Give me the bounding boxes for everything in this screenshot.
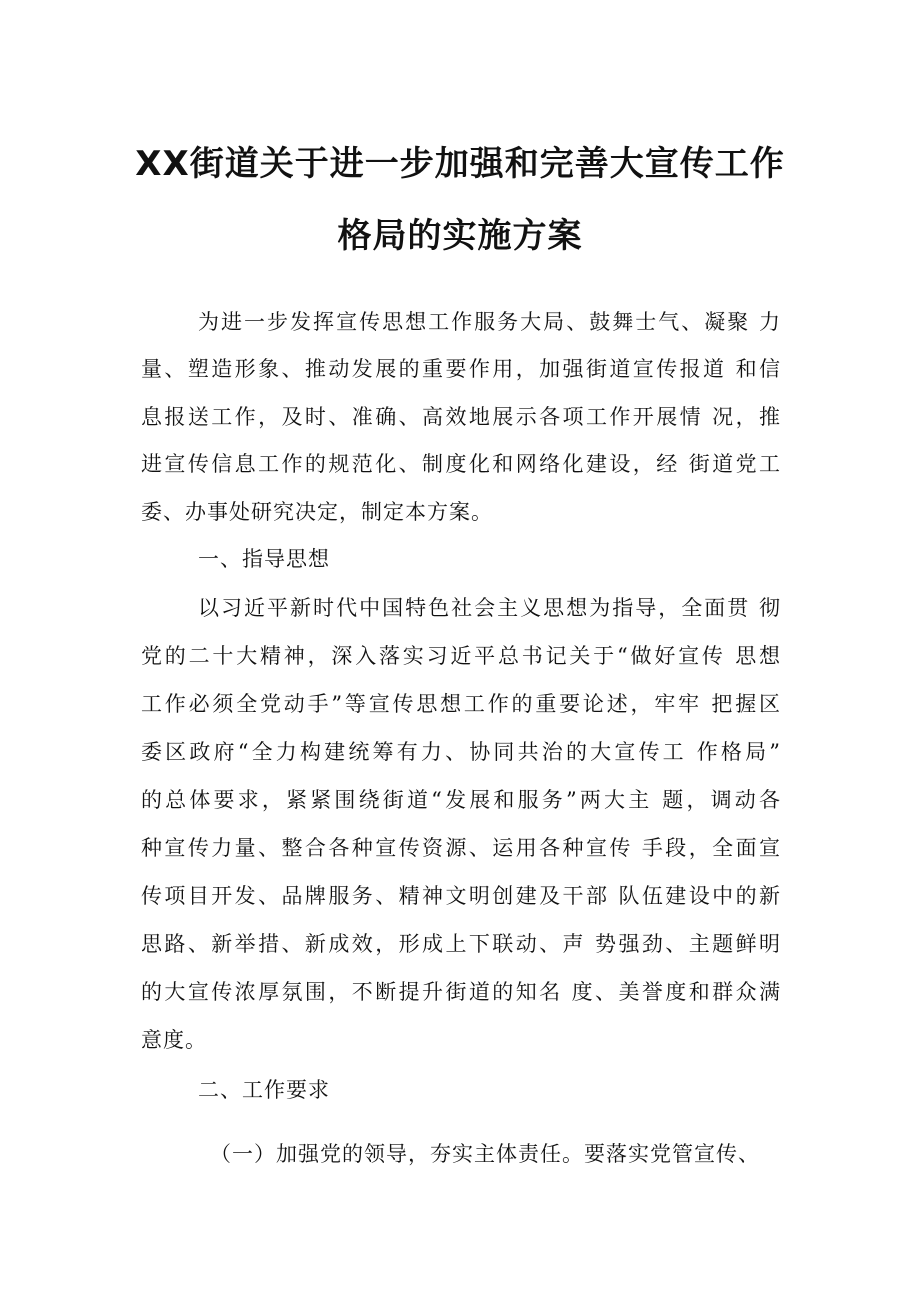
section1-line: 委区政府“全力构建统筹有力、协同共治的大宣传工 作格局” xyxy=(141,740,781,764)
section-heading: 二、工作要求 xyxy=(198,1078,330,1102)
intro-line: 为进一步发挥宣传思想工作服务大局、鼓舞士气、凝聚 力 xyxy=(198,310,781,334)
section2-item: （一）加强党的领导，夯实主体责任。要落实党管宣传、 xyxy=(210,1142,760,1166)
document-title-line-1: XX街道关于进一步加强和完善大宣传工作 xyxy=(135,144,785,184)
intro-line: 进宣传信息工作的规范化、制度化和网络化建设，经 街道党工 xyxy=(141,452,781,476)
section1-line: 的大宣传浓厚氛围，不断提升街道的知名 度、美誉度和群众满 xyxy=(141,980,781,1004)
section1-line: 思路、新举措、新成效，形成上下联动、声 势强劲、主题鲜明 xyxy=(141,932,781,956)
section1-line: 的总体要求，紧紧围绕街道“发展和服务”两大主 题，调动各 xyxy=(141,788,781,812)
section1-line: 意度。 xyxy=(141,1028,207,1052)
document-title-line-2: 格局的实施方案 xyxy=(337,216,583,256)
section-heading: 一、指导思想 xyxy=(198,547,330,571)
section1-line: 传项目开发、品牌服务、精神文明创建及干部 队伍建设中的新 xyxy=(141,884,781,908)
section1-line: 党的二十大精神，深入落实习近平总书记关于“做好宣传 思想 xyxy=(141,644,781,668)
section1-line: 种宣传力量、整合各种宣传资源、运用各种宣传 手段，全面宣 xyxy=(141,836,781,860)
intro-line: 息报送工作，及时、准确、高效地展示各项工作开展情 况，推 xyxy=(141,405,781,429)
section1-line: 工作必须全党动手”等宣传思想工作的重要论述，牢牢 把握区 xyxy=(141,692,781,716)
intro-line: 委、办事处研究决定，制定本方案。 xyxy=(141,500,493,524)
intro-line: 量、塑造形象、推动发展的重要作用，加强街道宣传报道 和信 xyxy=(141,357,781,381)
section1-line: 以习近平新时代中国特色社会主义思想为指导，全面贯 彻 xyxy=(198,596,781,620)
